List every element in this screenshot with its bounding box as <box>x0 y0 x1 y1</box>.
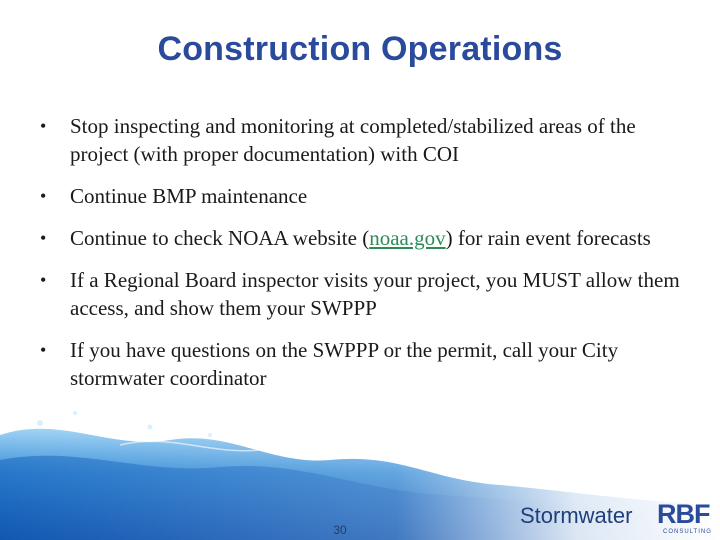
bullet-item <box>40 266 680 322</box>
bullet-item <box>40 182 680 210</box>
bullet-item <box>40 112 680 168</box>
bullet-dot: • <box>40 340 47 360</box>
bullet-text: Stop inspecting and monitoring at completed/stabilized areas of the project (with proper documentation) with COI <box>70 114 636 166</box>
bullet-text-before: Continue to check NOAA website ( <box>70 226 370 250</box>
bullet-text-after: ) for rain event forecasts <box>445 226 651 250</box>
slide-title: Construction Operations <box>157 30 563 68</box>
bullet-text: Continue BMP maintenance <box>70 184 308 208</box>
bullet-list <box>40 112 680 406</box>
bullet-dot: • <box>40 228 47 248</box>
bullet-item <box>40 336 680 392</box>
logo-text: RBF <box>657 499 710 529</box>
bullet-dot: • <box>40 186 47 206</box>
bullet-item <box>40 224 680 252</box>
rbf-logo <box>657 500 717 538</box>
bullet-dot: • <box>40 270 47 290</box>
footer-label: Stormwater <box>520 503 633 528</box>
logo-subtext: CONSULTING <box>663 529 712 535</box>
bullet-dot: • <box>40 116 47 136</box>
bullet-text: If a Regional Board inspector visits your project, you MUST allow them access, and show them your SWPPP <box>70 268 680 320</box>
page-number: 30 <box>333 523 347 537</box>
bullet-text: If you have questions on the SWPPP or the permit, call your City stormwater coordinator <box>70 338 619 390</box>
noaa-link[interactable]: noaa.gov <box>369 226 446 250</box>
